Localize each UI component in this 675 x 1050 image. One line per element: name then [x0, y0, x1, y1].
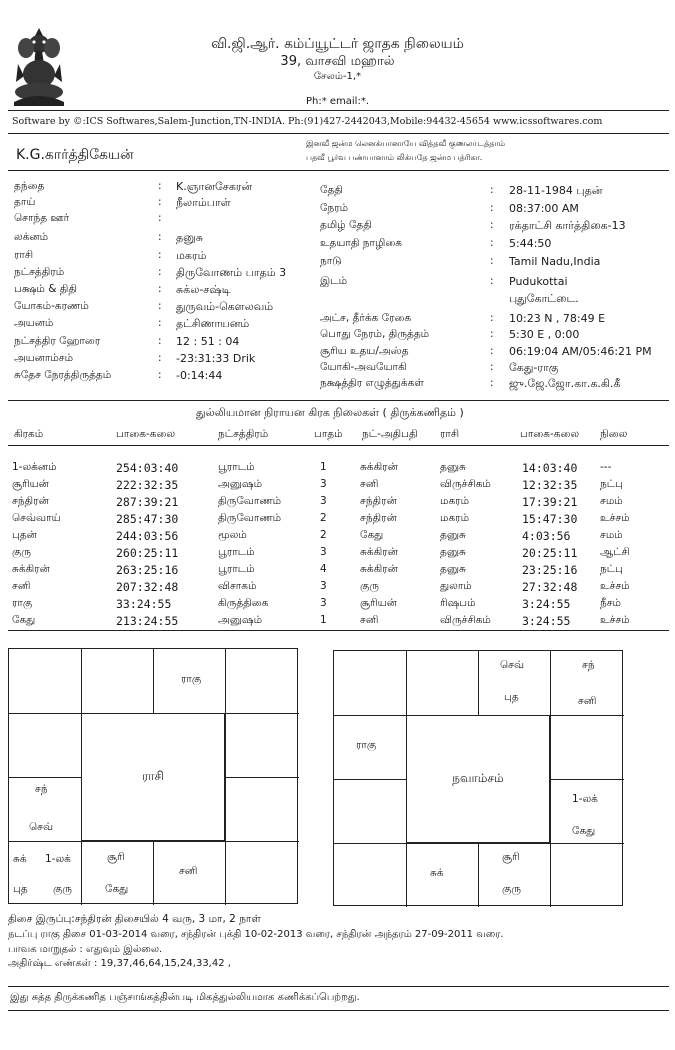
planet-table-cell: கேது [12, 614, 36, 626]
left-detail-colon: : [158, 317, 162, 329]
navamsa-house-rahu: ராகு [356, 739, 377, 751]
planet-table-cell: சனி [360, 614, 379, 626]
sloka-line-2: பதவீ பூர்வ பண்யானாம் லிக்யதே ஜன்ம பத்ரிகா. [306, 153, 483, 162]
left-detail-colon: : [158, 335, 162, 347]
right-detail-colon: : [490, 377, 494, 389]
sloka-line-1: இனவீ ஜன்ம லெனக்யானாயே வித்தவீ குணலா்டத்தாம் [306, 139, 506, 148]
left-detail-colon: : [158, 369, 162, 381]
right-detail-colon: : [490, 328, 494, 340]
left-detail-label: சொந்த ஊர் [14, 212, 70, 224]
left-detail-value: -0:14:44 [176, 369, 223, 382]
native-name: K.G.கார்த்திகேயன் [16, 147, 134, 163]
footer-note: இது சுத்த திருக்கணித பஞ்சாங்கத்தின்படி மிகத்துல்லியமாக கணிக்கப்பெற்றது. [10, 992, 360, 1003]
left-detail-label: ராசி [14, 249, 34, 261]
planet-table-cell: சுக்கிரன் [360, 461, 398, 473]
left-detail-label: சுதேச நேரத்திருத்தம் [14, 369, 112, 381]
left-detail-label: நட்சத்திரம் [14, 266, 65, 278]
planet-table-cell: 285:47:30 [116, 512, 179, 526]
left-detail-value: திருவோணம் பாதம் 3 [176, 266, 287, 279]
rasi-chart [8, 648, 298, 904]
planet-table-cell: சந்திரன் [360, 512, 397, 524]
planet-table-cell: ஆட்சி [600, 546, 630, 558]
planet-table-cell: 15:47:30 [522, 512, 578, 526]
details-divider-bottom [8, 400, 669, 401]
right-detail-label: தமிழ் தேதி [320, 219, 372, 231]
right-detail-label: நேரம் [320, 202, 349, 214]
navamsa-center-label: நவாம்சம் [452, 771, 504, 785]
left-detail-label: அயனம் [14, 317, 54, 329]
left-detail-colon: : [158, 212, 162, 224]
planet-table-cell: மூலம் [218, 529, 247, 541]
planet-table-bottom-line [8, 630, 669, 631]
planet-table-cell: குரு [12, 546, 32, 558]
right-detail-colon: : [490, 219, 494, 231]
left-detail-value: -23:31:33 Drik [176, 352, 256, 365]
right-detail-label: தேதி [320, 184, 343, 196]
left-detail-colon: : [158, 352, 162, 364]
planet-table-cell: 1 [320, 461, 327, 473]
planet-table-cell: சந்திரன் [360, 495, 397, 507]
planet-table-cell: 4 [320, 563, 327, 575]
bhava-change: பாவக மாறுதல் : எதுவும் இல்லை. [8, 944, 163, 955]
planet-table-cell: 14:03:40 [522, 461, 578, 475]
right-detail-colon: : [490, 361, 494, 373]
rasi-house-venus: சுக் [13, 853, 27, 865]
planet-table-cell: துலாம் [440, 580, 472, 592]
right-detail-label: உதயாதி நாழிகை [320, 237, 403, 249]
navamsa-house-lagna: 1-லக் [572, 793, 598, 805]
navamsa-chart [333, 650, 623, 906]
left-detail-colon: : [158, 196, 162, 208]
planet-table-cell: 17:39:21 [522, 495, 578, 509]
planet-table-cell: நட்பு [600, 478, 623, 490]
right-detail-colon: : [490, 275, 494, 287]
agency-title: வி.ஜி.ஆர். கம்ப்யூட்டர் ஜாதக நிலையம் [211, 36, 464, 52]
right-detail-value: Tamil Nadu,India [509, 255, 601, 268]
planet-table-cell: 2 [320, 529, 327, 541]
planet-table-header: பாதம் [314, 428, 343, 440]
header-divider-bottom [8, 133, 669, 134]
right-detail-value: 5:44:50 [509, 237, 552, 250]
planet-table-cell: சூரியன் [360, 597, 397, 609]
planet-table-cell: கேது [360, 529, 384, 541]
navamsa-house-venus: சுக் [430, 867, 444, 879]
agency-contact: Ph:* email:*. [305, 96, 370, 107]
planet-table-cell: மகரம் [440, 495, 470, 507]
navamsa-house-ketu: கேது [572, 825, 596, 837]
planet-table-cell: சமம் [600, 529, 623, 541]
planet-table-cell: சனி [360, 478, 379, 490]
navamsa-house-sun: சூரி [502, 851, 520, 863]
planet-table-cell: --- [600, 461, 612, 473]
right-detail-colon: : [490, 312, 494, 324]
rasi-house-rahu: ராகு [181, 673, 202, 685]
planet-table-cell: 260:25:11 [116, 546, 179, 560]
right-detail-label: இடம் [320, 275, 348, 287]
planet-table-cell: 213:24:55 [116, 614, 179, 628]
navamsa-house-moon: சந் [582, 659, 595, 671]
right-detail-value: புதுகோட்டை. [509, 292, 579, 305]
right-detail-colon: : [490, 345, 494, 357]
planet-table-cell: உச்சம் [600, 614, 630, 626]
navamsa-house-jupiter: குரு [502, 883, 522, 895]
planet-table-cell: 207:32:48 [116, 580, 179, 594]
planet-table-cell: 3:24:55 [522, 614, 571, 628]
planet-table-cell: சுக்கிரன் [360, 546, 398, 558]
footer-divider-bottom [8, 1010, 669, 1011]
right-detail-label: நாடு [320, 255, 342, 267]
left-detail-colon: : [158, 283, 162, 295]
planet-table-cell: திருவோணம் [218, 512, 282, 524]
planet-table-cell: 287:39:21 [116, 495, 179, 509]
left-detail-value: நீலாம்பாள் [176, 196, 231, 209]
right-detail-label: பொது நேரம், திருத்தம் [320, 328, 430, 340]
right-detail-colon: : [490, 202, 494, 214]
right-detail-label: அட்ச, தீர்க்க ரேகை [320, 312, 412, 324]
left-detail-value: 12 : 51 : 04 [176, 335, 240, 348]
left-detail-colon: : [158, 180, 162, 192]
details-divider [8, 170, 669, 171]
current-dasa: நடப்பு ராகு திசை 01-03-2014 வரை, சந்திரன் புக்தி 10-02-2013 வரை, சந்திரன் அந்தரம் 27-09-2011 வரை. [8, 929, 504, 940]
planet-table-cell: ரிஷபம் [440, 597, 476, 609]
planet-table-cell: பூராடம் [218, 461, 255, 473]
planet-table-cell: நீசம் [600, 597, 621, 609]
planet-table-cell: விருச்சிகம் [440, 478, 491, 490]
planet-table-cell: 1 [320, 614, 327, 626]
right-detail-label: யோகி-அவயோகி [320, 361, 407, 373]
navamsa-house-mercury: புத [504, 691, 519, 703]
left-detail-colon: : [158, 231, 162, 243]
planet-table-cell: செவ்வாய் [12, 512, 61, 524]
planet-table-cell: விசாகம் [218, 580, 257, 592]
rasi-house-mars: செவ் [29, 821, 54, 833]
left-detail-value: துருவம்-கௌலவம் [176, 300, 274, 313]
planet-table-cell: 3 [320, 478, 327, 490]
planet-table-cell: மகரம் [440, 512, 470, 524]
planet-table-cell: சுக்கிரன் [12, 563, 50, 575]
rasi-house-moon: சந் [35, 783, 48, 795]
planet-table-cell: 27:32:48 [522, 580, 578, 594]
planet-table-cell: தனுசு [440, 563, 466, 575]
planet-table-header-line [8, 445, 669, 446]
right-detail-value: Pudukottai [509, 275, 568, 288]
left-detail-colon: : [158, 249, 162, 261]
planet-table-cell: 1-லக்னம் [12, 461, 57, 473]
left-detail-value: K.ஞானசேகரன் [176, 180, 253, 193]
planet-table-cell: 254:03:40 [116, 461, 179, 475]
planet-table-header: பாகை-கலை [520, 428, 580, 440]
agency-city: சேலம்-1,* [313, 71, 362, 82]
left-detail-value: தட்சிணாயனம் [176, 317, 250, 330]
right-detail-value: 5:30 E , 0:00 [509, 328, 580, 341]
right-detail-label: நக்ஷத்திர எழுத்துக்கள் [320, 377, 424, 389]
planet-table-cell: சூரியன் [12, 478, 49, 490]
planet-table-cell: அனுஷம் [218, 614, 263, 626]
left-detail-colon: : [158, 300, 162, 312]
left-detail-label: பக்ஷம் & திதி [14, 283, 77, 295]
planet-table-cell: 3 [320, 580, 327, 592]
left-detail-value: சுக்ல-சஷ்டி [176, 283, 231, 296]
left-detail-label: லக்னம் [14, 231, 49, 243]
planet-table-header: நட்சத்திரம் [218, 428, 269, 440]
planet-table-cell: 3 [320, 495, 327, 507]
right-detail-value: 10:23 N , 78:49 E [509, 312, 606, 325]
planet-table-cell: 23:25:16 [522, 563, 578, 577]
left-detail-value: தனுசு [176, 231, 204, 244]
planet-table-cell: 3 [320, 597, 327, 609]
planet-table-cell: 12:32:35 [522, 478, 578, 492]
planet-table-cell: விருச்சிகம் [440, 614, 491, 626]
planet-table-cell: புதன் [12, 529, 37, 541]
header-divider-top [8, 110, 669, 111]
left-detail-value: மகரம் [176, 249, 207, 262]
navamsa-house-saturn: சனி [578, 695, 597, 707]
planet-table-cell: உச்சம் [600, 512, 630, 524]
right-detail-value: ஜு.ஜே.ஜோ.கா.க.கி.கீ [509, 377, 621, 390]
planet-table-header: ராசி [440, 428, 460, 440]
planet-table-cell: 33:24:55 [116, 597, 172, 611]
planet-table-cell: திருவோணம் [218, 495, 282, 507]
left-detail-label: நட்சத்திர ஹோரை [14, 335, 101, 347]
planet-table-cell: சனி [12, 580, 31, 592]
planet-table-cell: பூராடம் [218, 546, 255, 558]
planet-table-header: நட்-அதிபதி [362, 428, 418, 440]
right-detail-value: 08:37:00 AM [509, 202, 579, 215]
planet-table-cell: 244:03:56 [116, 529, 179, 543]
right-detail-label: சூரிய உதய/அஸ்த [320, 345, 409, 357]
right-detail-colon: : [490, 255, 494, 267]
planet-table-cell: கிருத்திகை [218, 597, 269, 609]
planet-table-cell: சுக்கிரன் [360, 563, 398, 575]
planet-table-cell: ராகு [12, 597, 33, 609]
right-detail-value: 06:19:04 AM/05:46:21 PM [509, 345, 652, 358]
planet-table-cell: குரு [360, 580, 380, 592]
right-detail-colon: : [490, 184, 494, 196]
software-credit: Software by ©:ICS Softwares,Salem-Junction,TN-INDIA. Ph:(91)427-2442043,Mobile:94432-45654 www.icssoftwares.com [12, 116, 603, 127]
planet-table-header: நிலை [600, 428, 628, 440]
planet-table-cell: தனுசு [440, 461, 466, 473]
rasi-house-ketu: கேது [105, 883, 129, 895]
lucky-numbers: அதிர்ஷ்ட எண்கள் : 19,37,46,64,15,24,33,42 , [8, 958, 231, 969]
navamsa-house-mars: செவ் [500, 659, 525, 671]
planet-table-header: கிரகம் [14, 428, 44, 440]
planet-table-cell: 222:32:35 [116, 478, 179, 492]
rasi-house-lagna: 1-லக் [45, 853, 71, 865]
right-detail-value: கேது-ராகு [509, 361, 559, 374]
planet-table-cell: 3 [320, 546, 327, 558]
planet-table-cell: 20:25:11 [522, 546, 578, 560]
planet-table-cell: 2 [320, 512, 327, 524]
rasi-house-sun: சூரி [107, 851, 125, 863]
left-detail-label: தந்தை [14, 180, 45, 192]
planet-table-cell: தனுசு [440, 529, 466, 541]
planet-table-cell: சமம் [600, 495, 623, 507]
footer-divider-top [8, 986, 669, 987]
left-detail-label: அயனாம்சம் [14, 352, 74, 364]
planet-table-cell: 263:25:16 [116, 563, 179, 577]
planet-table-cell: அனுஷம் [218, 478, 263, 490]
planet-table-cell: தனுசு [440, 546, 466, 558]
rasi-house-mercury: புத [13, 883, 28, 895]
agency-address: 39, வாசவி மஹால் [280, 54, 395, 69]
right-detail-value: ரக்தாட்சி கார்த்திகை-13 [509, 219, 626, 232]
right-detail-value: 28-11-1984 புதன் [509, 184, 603, 197]
right-detail-colon: : [490, 237, 494, 249]
planet-table-cell: நட்பு [600, 563, 623, 575]
rasi-center-label: ராசி [142, 769, 164, 783]
planet-table-cell: சந்திரன் [12, 495, 49, 507]
planet-table-cell: பூராடம் [218, 563, 255, 575]
planet-table-cell: உச்சம் [600, 580, 630, 592]
planet-table-header: பாகை-கலை [116, 428, 176, 440]
left-detail-label: தாய் [14, 196, 36, 208]
planet-table-title: துல்லியமான நிராயன கிரக நிலைகள் ( திருக்கணிதம் ) [196, 406, 464, 419]
left-detail-label: யோகம்-கரணம் [14, 300, 89, 312]
rasi-house-saturn: சனி [179, 865, 198, 877]
rasi-house-jupiter: குரு [53, 883, 73, 895]
dasa-balance: திசை இருப்பு:சந்திரன் திசையில் 4 வரு, 3 மா, 2 நாள் [8, 913, 261, 925]
left-detail-colon: : [158, 266, 162, 278]
planet-table-cell: 4:03:56 [522, 529, 571, 543]
planet-table-cell: 3:24:55 [522, 597, 571, 611]
